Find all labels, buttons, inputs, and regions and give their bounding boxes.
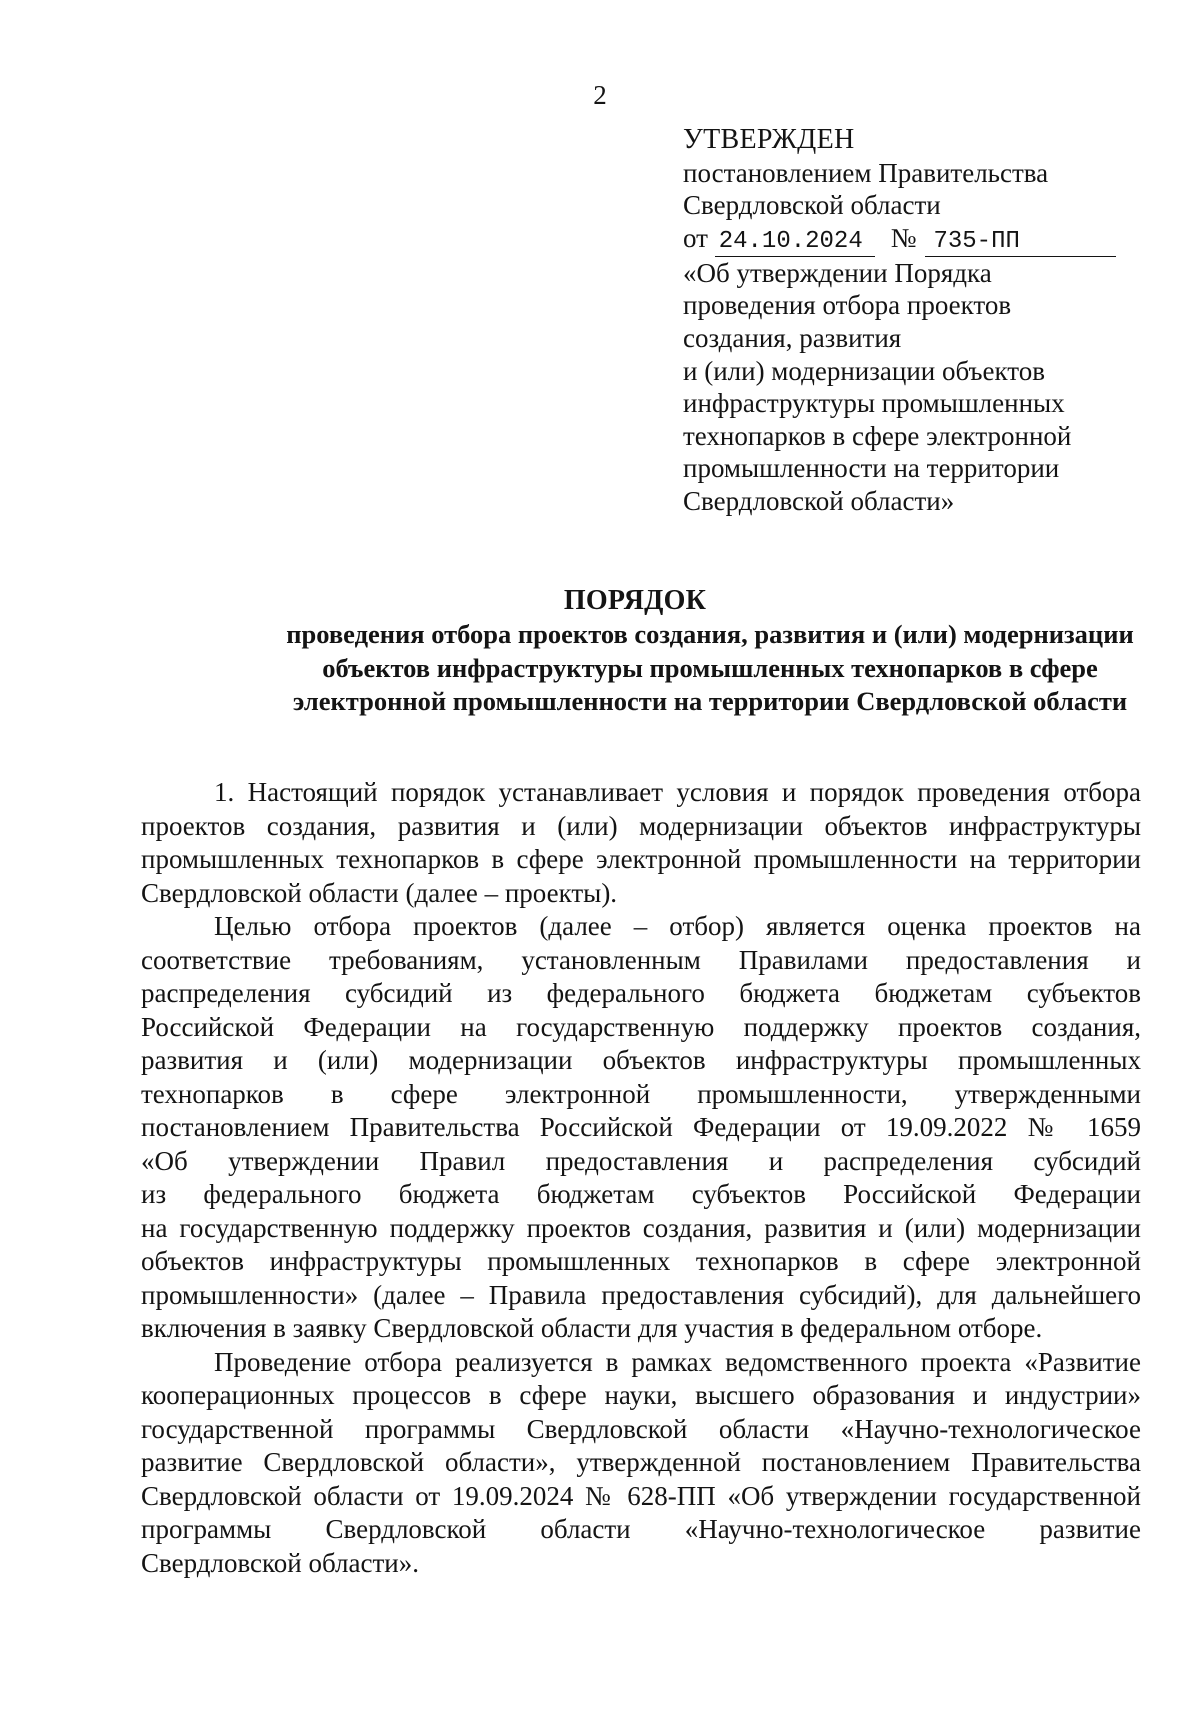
subtitle-line: объектов инфраструктуры промышленных технопарков в сфере — [322, 652, 1098, 683]
text-line: промышленности» (далее – Правила предоставления субсидий), для дальнейшего — [141, 1279, 1141, 1310]
approval-title-line: промышленности на территории — [683, 453, 1060, 484]
text-line: проектов создания, развития и (или) модернизации объектов инфраструктуры — [141, 810, 1141, 841]
number-sign: № — [890, 222, 917, 253]
text-line: распределения субсидий из федерального бюджета бюджетам субъектов — [141, 978, 1141, 1008]
paragraph-2 — [141, 910, 1141, 1346]
approval-title-line: «Об утверждении Порядка — [683, 257, 992, 288]
document-subtitle — [150, 618, 1200, 719]
text-line: из федерального бюджета бюджетам субъектов Российской Федерации — [141, 1179, 1141, 1209]
approval-by-line-1: постановлением Правительства — [683, 157, 1049, 188]
text-line: «Об утверждении Правил предоставления и распределения субсидий — [141, 1145, 1141, 1176]
document-body — [141, 776, 1141, 1580]
text-line: технопарков в сфере электронной промышленности, утвержденными — [141, 1078, 1141, 1109]
text-line: соответствие требованиям, установленным Правилами предоставления и — [141, 944, 1141, 975]
page-number: 2 — [593, 80, 607, 110]
approval-heading: УТВЕРЖДЕН — [683, 124, 855, 155]
text-line: включения в заявку Свердловской области для участия в федеральном отборе. — [141, 1313, 1043, 1343]
approval-title-line: создания, развития — [683, 322, 902, 353]
text-line: постановлением Правительства Российской Федерации от 19.09.2022 № 1659 — [141, 1112, 1141, 1142]
approval-title-line: и (или) модернизации объектов — [683, 355, 1045, 386]
approval-title-line: технопарков в сфере электронной — [683, 420, 1072, 451]
subtitle-line: электронной промышленности на территории Свердловской области — [292, 686, 1128, 716]
text-line: 1. Настоящий порядок устанавливает условия и порядок проведения отбора — [214, 777, 1141, 807]
text-line: развитие Свердловской области», утвержденной постановлением Правительства — [141, 1447, 1141, 1477]
approval-title-line: инфраструктуры промышленных — [683, 388, 1065, 419]
text-line: Целью отбора проектов (далее – отбор) является оценка проектов на — [214, 911, 1141, 941]
text-line: кооперационных процессов в сфере науки, высшего образования и индустрии» — [141, 1380, 1141, 1410]
date-prefix: от — [683, 222, 708, 253]
text-line: развития и (или) модернизации объектов инфраструктуры промышленных — [141, 1045, 1141, 1075]
paragraph-1 — [141, 776, 1141, 910]
text-line: Свердловской области от 19.09.2024 № 628-ПП «Об утверждении государственной — [141, 1480, 1141, 1511]
document-title: ПОРЯДОК — [563, 585, 707, 616]
text-line: объектов инфраструктуры промышленных технопарков в сфере электронной — [141, 1246, 1141, 1276]
approval-title-line: проведения отбора проектов — [683, 290, 1012, 321]
paragraph-3 — [141, 1346, 1141, 1581]
approval-title-line: Свердловской области» — [683, 485, 955, 516]
approval-number: 735-ПП — [925, 228, 1116, 257]
text-line: на государственную поддержку проектов создания, развития и (или) модернизации — [141, 1212, 1141, 1243]
text-line: государственной программы Свердловской области «Научно-технологическое — [141, 1413, 1141, 1444]
approval-stamp-block — [683, 124, 1143, 518]
text-line: Свердловской области (далее – проекты). — [141, 877, 618, 908]
text-line: промышленных технопарков в сфере электронной промышленности на территории — [141, 844, 1141, 874]
approval-date: 24.10.2024 — [715, 228, 875, 257]
approval-by-line-2: Свердловской области — [683, 190, 941, 221]
text-line: Свердловской области». — [141, 1547, 419, 1578]
text-line: Российской Федерации на государственную поддержку проектов создания, — [141, 1011, 1141, 1042]
text-line: программы Свердловской области «Научно-технологическое развитие — [141, 1514, 1141, 1544]
subtitle-line: проведения отбора проектов создания, развития и (или) модернизации — [286, 619, 1134, 649]
text-line: Проведение отбора реализуется в рамках ведомственного проекта «Развитие — [214, 1346, 1141, 1377]
approval-date-line — [683, 222, 1143, 257]
